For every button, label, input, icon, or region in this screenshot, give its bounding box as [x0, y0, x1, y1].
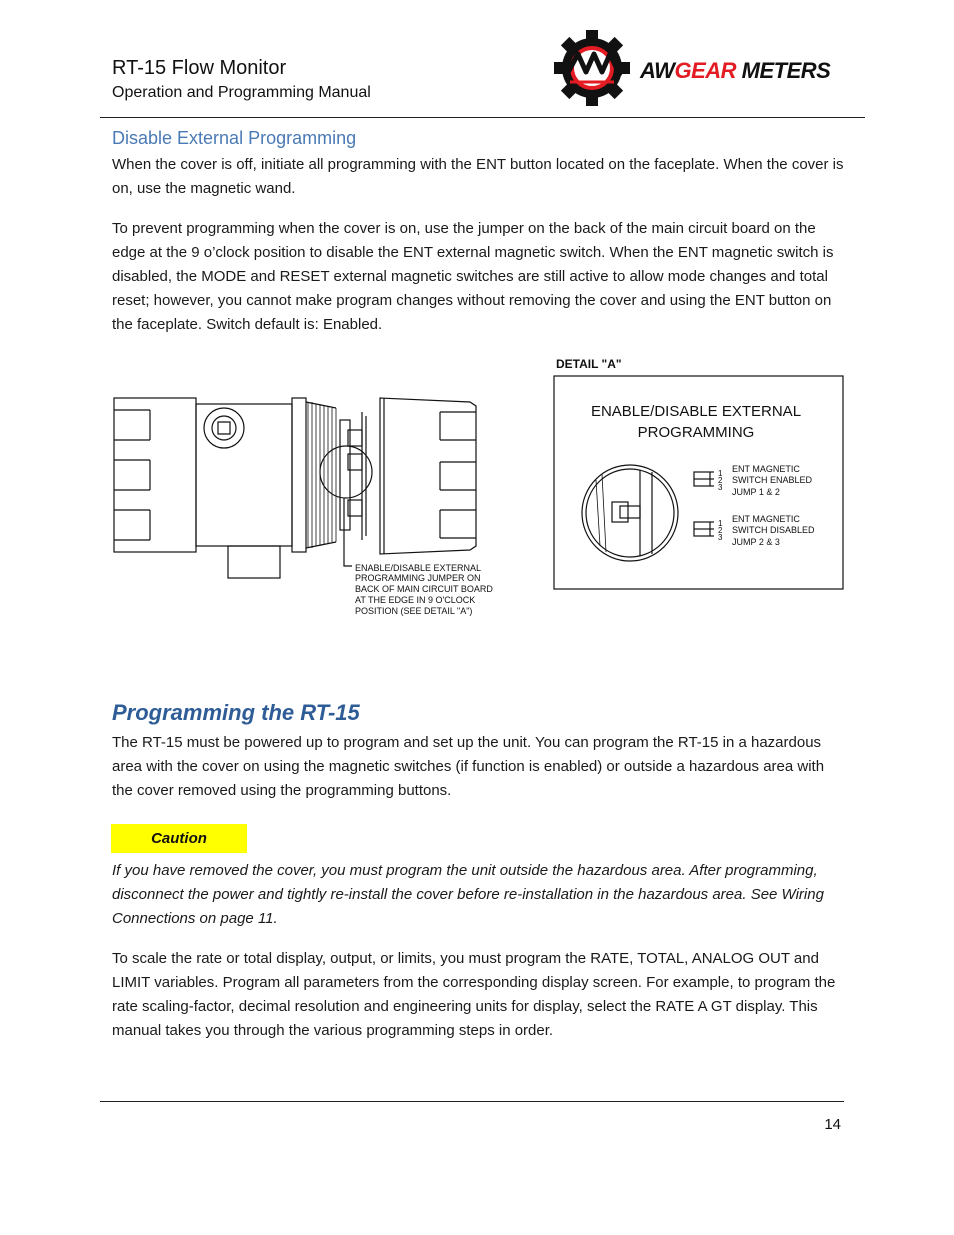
enabled-label-line-1: ENT MAGNETIC	[732, 464, 800, 474]
callout-line-4: AT THE EDGE IN 9 O'CLOCK	[355, 595, 476, 605]
section1-paragraph-2: To prevent programming when the cover is on, use the jumper on the back of the main circuit board on the edge at the 9 o’clock position to disable the ENT external magnetic switch. When the ENT magnetic switch is disabled, the MODE and RESET external magnetic switches are still active to allow mode changes and total reset; however, you cannot make program changes without removing the cover and using the ENT button on the faceplate. Switch default is: Enabled.	[112, 220, 834, 333]
caution-paragraph: If you have removed the cover, you must program the unit outside the hazardous area. After programming, disconnect the power and tightly re-install the cover before re-installation in the hazardous area. See Wiring Connections on page 11.	[112, 862, 824, 927]
disabled-label-line-3: JUMP 2 & 3	[732, 537, 780, 547]
document-title: RT-15 Flow Monitor	[112, 57, 287, 79]
section-heading-programming: Programming the RT-15	[112, 700, 360, 725]
disabled-pin-1: 1	[718, 519, 723, 528]
logo-text-meters: METERS	[736, 58, 831, 83]
disabled-label-line-1: ENT MAGNETIC	[732, 514, 800, 524]
logo-wordmark	[640, 58, 830, 84]
callout-line-5: POSITION (SEE DETAIL "A")	[355, 606, 473, 616]
detail-title-line-1: ENABLE/DISABLE EXTERNAL	[590, 403, 802, 420]
jumper-location-figure	[100, 350, 860, 640]
disabled-pin-2: 2	[718, 526, 723, 535]
logo-text-aw: AW	[640, 58, 675, 83]
detail-label: DETAIL "A"	[556, 357, 622, 371]
section-heading-disable-external-programming: Disable External Programming	[112, 128, 357, 148]
logo-text-gear: GEAR	[674, 58, 737, 83]
enabled-pin-2: 2	[718, 476, 723, 485]
header-divider	[100, 117, 865, 118]
enabled-label-line-2: SWITCH ENABLED	[732, 475, 813, 485]
disabled-pin-3: 3	[718, 533, 723, 542]
callout-line-1: ENABLE/DISABLE EXTERNAL	[355, 563, 482, 573]
caution-label: Caution	[151, 830, 207, 847]
enabled-pin-3: 3	[718, 483, 723, 492]
document-subtitle: Operation and Programming Manual	[112, 84, 371, 101]
callout-line-3: BACK OF MAIN CIRCUIT BOARD	[355, 584, 493, 594]
enabled-pin-1: 1	[718, 469, 723, 478]
page-number: 14	[824, 1116, 841, 1133]
detail-title-line-2: PROGRAMMING	[637, 424, 755, 441]
enabled-label-line-3: JUMP 1 & 2	[732, 487, 780, 497]
footer-divider	[100, 1101, 844, 1102]
section2-paragraph-1: The RT-15 must be powered up to program and set up the unit. You can program the RT-15 in a hazardous area with the cover on using the magnetic switches (if function is enabled) or outside a hazardous area with the cover removed using the programming buttons.	[112, 734, 825, 799]
disabled-label-line-2: SWITCH DISABLED	[732, 525, 815, 535]
section2-paragraph-2: To scale the rate or total display, output, or limits, you must program the RATE, TOTAL, ANALOG OUT and LIMIT variables. Program all parameters from the corresponding display screen. For example, to program the rate scaling-factor, decimal resolution and engineering units for display, select the RATE A GT display. This manual takes you through the various programming steps in order.	[112, 950, 836, 1039]
callout-line-2: PROGRAMMING JUMPER ON	[355, 573, 481, 583]
section1-paragraph-1: When the cover is off, initiate all programming with the ENT button located on the faceplate. When the cover is on, use the magnetic wand.	[112, 156, 844, 197]
